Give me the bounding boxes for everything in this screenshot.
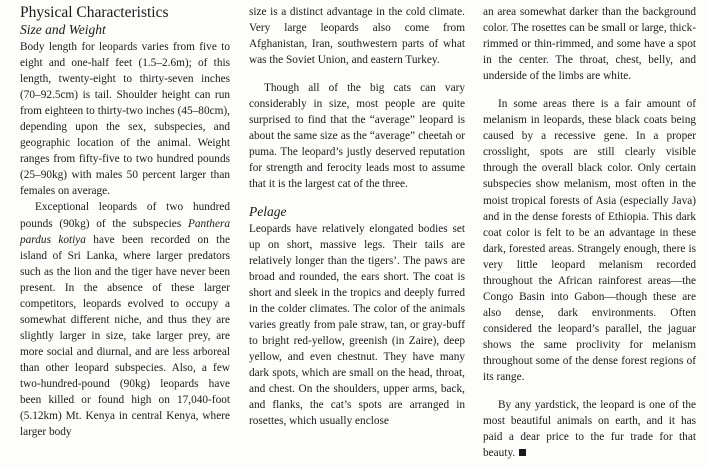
paragraph: Leopards have relatively elongated bodies set up on short, massive legs. Their tails are relatively longer than the tigers’. The paws are broad and rounded, the ears short. The coat is short and sleek in the tropics and deeply furred in the colder climates. The color of the animals varies greatly from pale straw, tan, or gray-buff to bright red-yellow, greenish (in Zaire), deep yellow, and even chestnut. They have many dark spots, which are small on the head, throat, and chest. On the shoulders, upper arms, back, and flanks, the cat’s spots are arranged in rosettes, which usually enclose [249, 222, 465, 428]
end-mark-icon [519, 449, 526, 456]
species-name: Panthera pardus kotiya [20, 217, 230, 246]
paragraph-final [483, 397, 696, 461]
paragraph: an area somewhat darker than the background color. The rosettes can be small or large, thick-rimmed or thin-rimmed, and some have a spot in the center. The throat, chest, belly, and underside of the limbs are white. [483, 6, 696, 83]
paragraph: In some areas there is a fair amount of melanism in leopards, these black coats being caused by a recessive gene. In a proper crosslight, spots are still clearly visible through the overall black color. Only certain subspecies show melanism, most often in the moist tropical forests of Asia (especially Java) and in the dense forests of Ethiopia. This dark coat color is felt to be an advantage in these dark, forested areas. Strangely enough, there is very little leopard melanism recorded throughout the African rainforest areas—the Congo Basin into Gabon—though these are also dense, dark environments. Often considered the leopard’s parallel, the jaguar shows the same proclivity for melanism throughout some of the dense forest regions of its range. [483, 98, 696, 384]
text-run: By any yardstick, the leopard is one of the most beautiful animals on earth, and it has paid a dear price to the fur trade for that beauty. [483, 399, 696, 460]
text-run: Exceptional leopards of two hundred pounds (90kg) of the subspecies [20, 201, 230, 230]
column-1 [20, 4, 230, 440]
paragraph: size is a distinct advantage in the cold climate. Very large leopards also come from Afghanistan, Iran, southwestern parts of what was the Soviet Union, and eastern Turkey. [249, 6, 465, 67]
paragraph: Though all of the big cats can vary considerably in size, most people are quite surprised to find that the “average” leopard is about the same size as the “average” cheetah or puma. The leopard’s justly deserved reputation for strength and ferocity leads most to assume that it is the largest cat of the three. [249, 82, 465, 191]
text-run: have been recorded on the island of Sri Lanka, where larger predators such as the lion and the tiger have never been present. In the absence of these larger competitors, leopards evolved to occupy a somewhat different niche, and thus they are slightly larger in size, take larger prey, are more social and diurnal, and are less arboreal than other leopard subspecies. Also, a few two-hundred-pound (90kg) leopards have been killed or found high on 17,040-foot (5.12km) Mt. Kenya in central Kenya, where larger body [20, 233, 230, 439]
paragraph: Body length for leopards varies from five to eight and one-half feet (1.5–2.6m); of this length, twenty-eight to thirty-seven inches (70–92.5cm) is tail. Shoulder height can run from eighteen to thirty-two inches (45–80cm), depending upon the sex, subspecies, and geographic location of the animal. Weight ranges from fifty-five to two hundred pounds (25–90kg) with males 50 percent larger than females on average. [20, 41, 230, 198]
column-3 [483, 4, 696, 461]
subsection-title-size-weight: Size and Weight [20, 22, 106, 37]
column-2 [249, 4, 465, 429]
paragraph [20, 199, 230, 440]
subsection-title-pelage: Pelage [249, 203, 287, 219]
section-title: Physical Characteristics [20, 4, 169, 21]
